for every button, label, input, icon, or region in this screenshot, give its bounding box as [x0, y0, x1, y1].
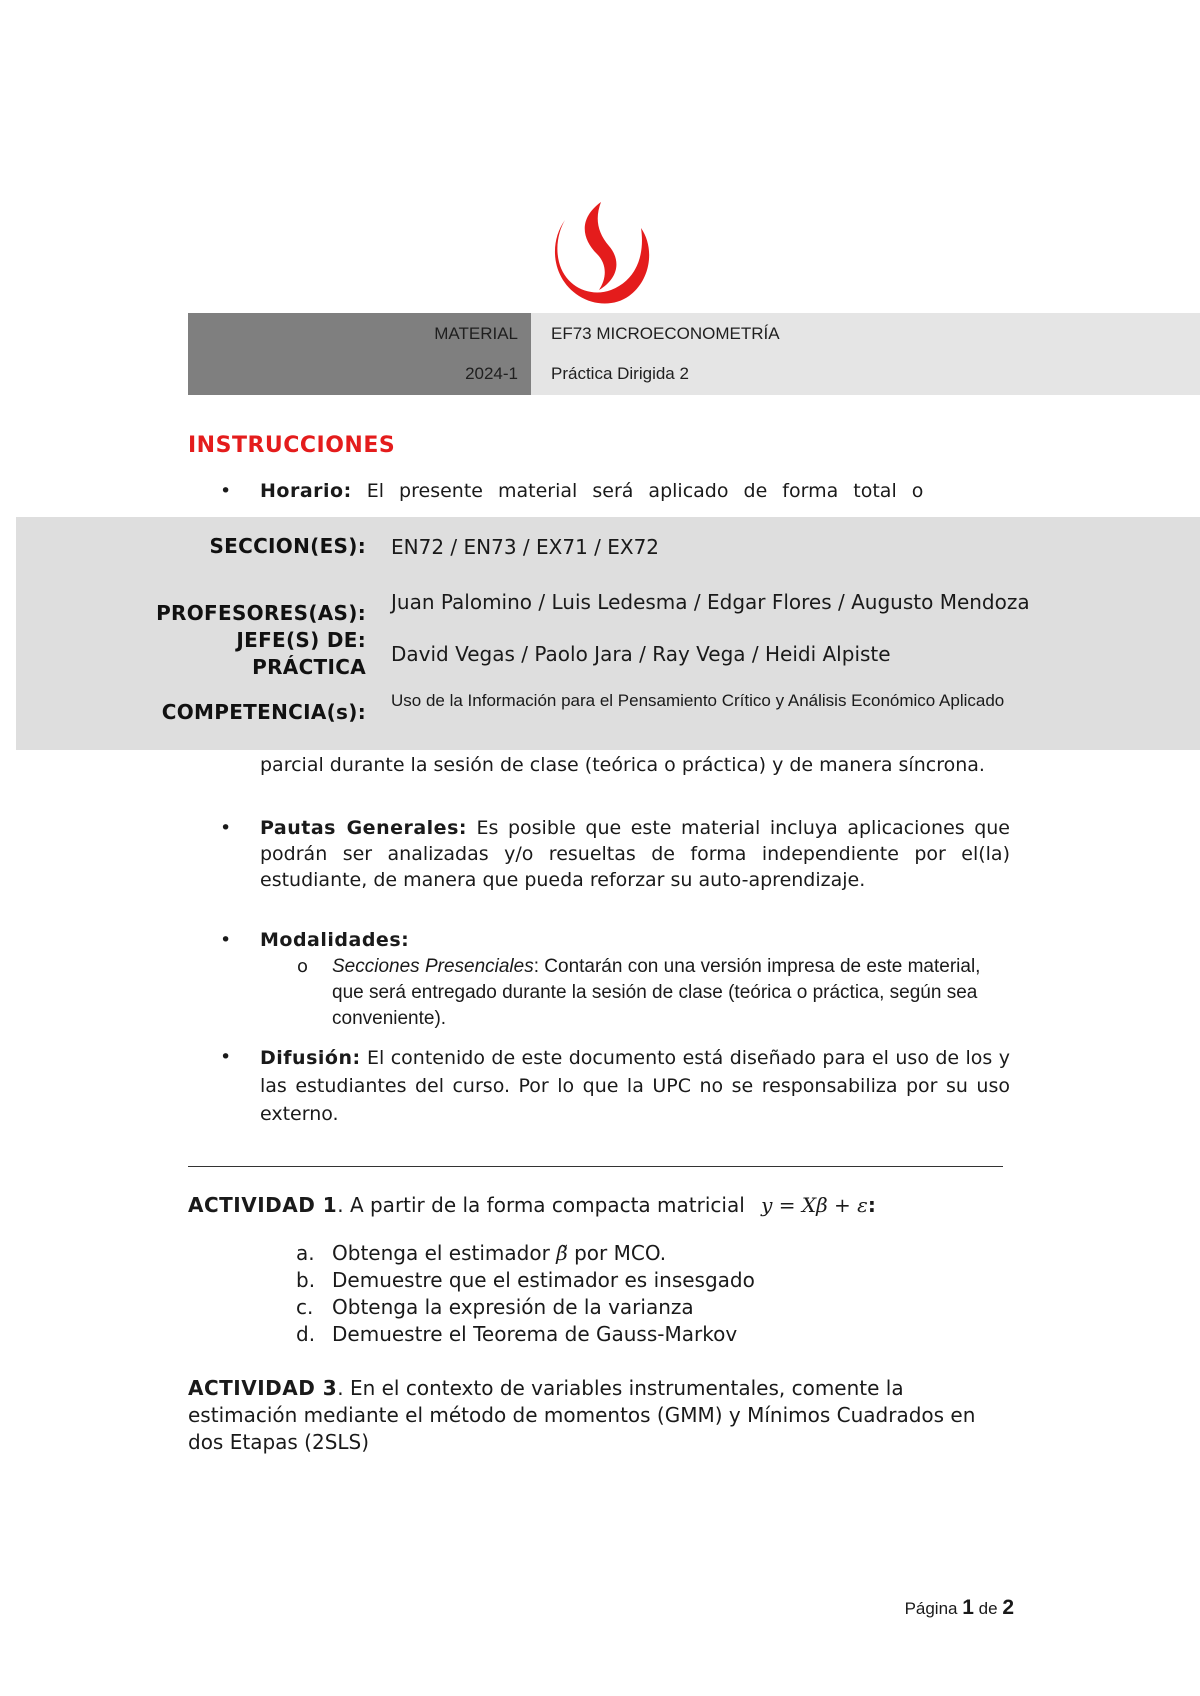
actividad-1-statement	[188, 1192, 1008, 1219]
secciones-presenciales-text: : Contarán con una versión impresa de este material, que será entregado durante la sesión de clase (teórica o práctica, según sea conveniente).	[332, 956, 981, 1029]
bullet-dot: •	[220, 480, 232, 502]
secciones-presenciales	[332, 954, 1012, 1032]
horario-line-1	[260, 478, 1012, 504]
item-letter: c.	[296, 1295, 314, 1319]
actividad-1-colon: :	[867, 1193, 877, 1217]
jefes-value: David Vegas / Paolo Jara / Ray Vega / Heidi Alpiste	[391, 642, 891, 666]
pautas-label: Pautas Generales:	[260, 817, 467, 839]
material-key: MATERIAL	[434, 324, 518, 343]
secciones-value: EN72 / EN73 / EX71 / EX72	[391, 535, 660, 559]
difusion-text: El contenido de este documento está diseñado para el uso de los y las estudiantes del curso. Por lo que la UPC no se responsabiliza por su uso externo.	[260, 1047, 1010, 1125]
profesores-value: Juan Palomino / Luis Ledesma / Edgar Flores / Augusto Mendoza	[391, 590, 1030, 614]
upc-logo	[545, 198, 657, 310]
profesores-key: PROFESORES(AS):	[156, 601, 366, 625]
sub-bullet-marker: o	[297, 956, 309, 977]
item-letter: a.	[296, 1241, 315, 1265]
actividad-3-label: ACTIVIDAD 3	[188, 1376, 338, 1400]
jefes-key-line1: JEFE(S) DE:	[236, 628, 366, 652]
item-letter: b.	[296, 1268, 316, 1292]
actividad-1-text: . A partir de la forma compacta matricial	[337, 1193, 745, 1217]
item-letter: d.	[296, 1322, 316, 1346]
document-title: Práctica Dirigida 2	[551, 364, 689, 383]
item-a-before: Obtenga el estimador	[332, 1241, 550, 1265]
horario-text-1: El presente material será aplicado de forma total o	[366, 480, 924, 502]
item-a-text	[332, 1240, 666, 1267]
jefes-key-line2: PRÁCTICA	[252, 655, 366, 679]
competencia-key: COMPETENCIA(s):	[161, 700, 366, 724]
actividad-1-label: ACTIVIDAD 1	[188, 1193, 338, 1217]
section-divider	[188, 1166, 1003, 1167]
current-page: 1	[962, 1596, 974, 1619]
pagina-label: Página	[904, 1599, 958, 1618]
item-b-text: Demuestre que el estimador es insesgado	[332, 1268, 755, 1292]
horario-label: Horario:	[260, 480, 352, 502]
matrix-equation: y = Xβ + ε	[761, 1193, 868, 1217]
item-a-after: por MCO.	[574, 1241, 667, 1265]
modalidades-label: Modalidades:	[260, 929, 410, 951]
secciones-key: SECCION(ES):	[209, 534, 366, 558]
competencia-value: Uso de la Información para el Pensamiento Crítico y Análisis Económico Aplicado	[391, 691, 1005, 710]
actividad-3-text: . En el contexto de variables instrumentales, comente la estimación mediante el método de momentos (GMM) y Mínimos Cuadrados en dos Etapas (2SLS)	[188, 1376, 976, 1454]
bullet-dot: •	[220, 929, 232, 951]
actividad-3-statement	[188, 1375, 1008, 1456]
bullet-dot: •	[220, 817, 232, 839]
pautas-paragraph	[260, 815, 1010, 893]
beta-tilde-symbol: β̃	[556, 1241, 568, 1265]
pautas-text: Es posible que este material incluya aplicaciones que podrán ser analizadas y/o resueltas de forma independiente por el(la) estudiante, de manera que pueda reforzar su auto-aprendizaje.	[260, 817, 1010, 891]
difusion-label: Difusión:	[260, 1047, 361, 1069]
difusion-paragraph	[260, 1044, 1010, 1128]
de-label: de	[978, 1599, 998, 1618]
term-key: 2024-1	[465, 364, 518, 383]
item-d-text: Demuestre el Teorema de Gauss-Markov	[332, 1322, 738, 1346]
total-pages: 2	[1002, 1596, 1014, 1619]
bullet-dot: •	[220, 1046, 232, 1068]
course-name: EF73 MICROECONOMETRÍA	[551, 324, 780, 343]
secciones-presenciales-label: Secciones Presenciales	[332, 956, 534, 977]
page-footer	[905, 1596, 1014, 1620]
item-c-text: Obtenga la expresión de la varianza	[332, 1295, 694, 1319]
instructions-title: INSTRUCCIONES	[188, 433, 396, 458]
horario-line-2: parcial durante la sesión de clase (teórica o práctica) y de manera síncrona.	[260, 754, 985, 776]
